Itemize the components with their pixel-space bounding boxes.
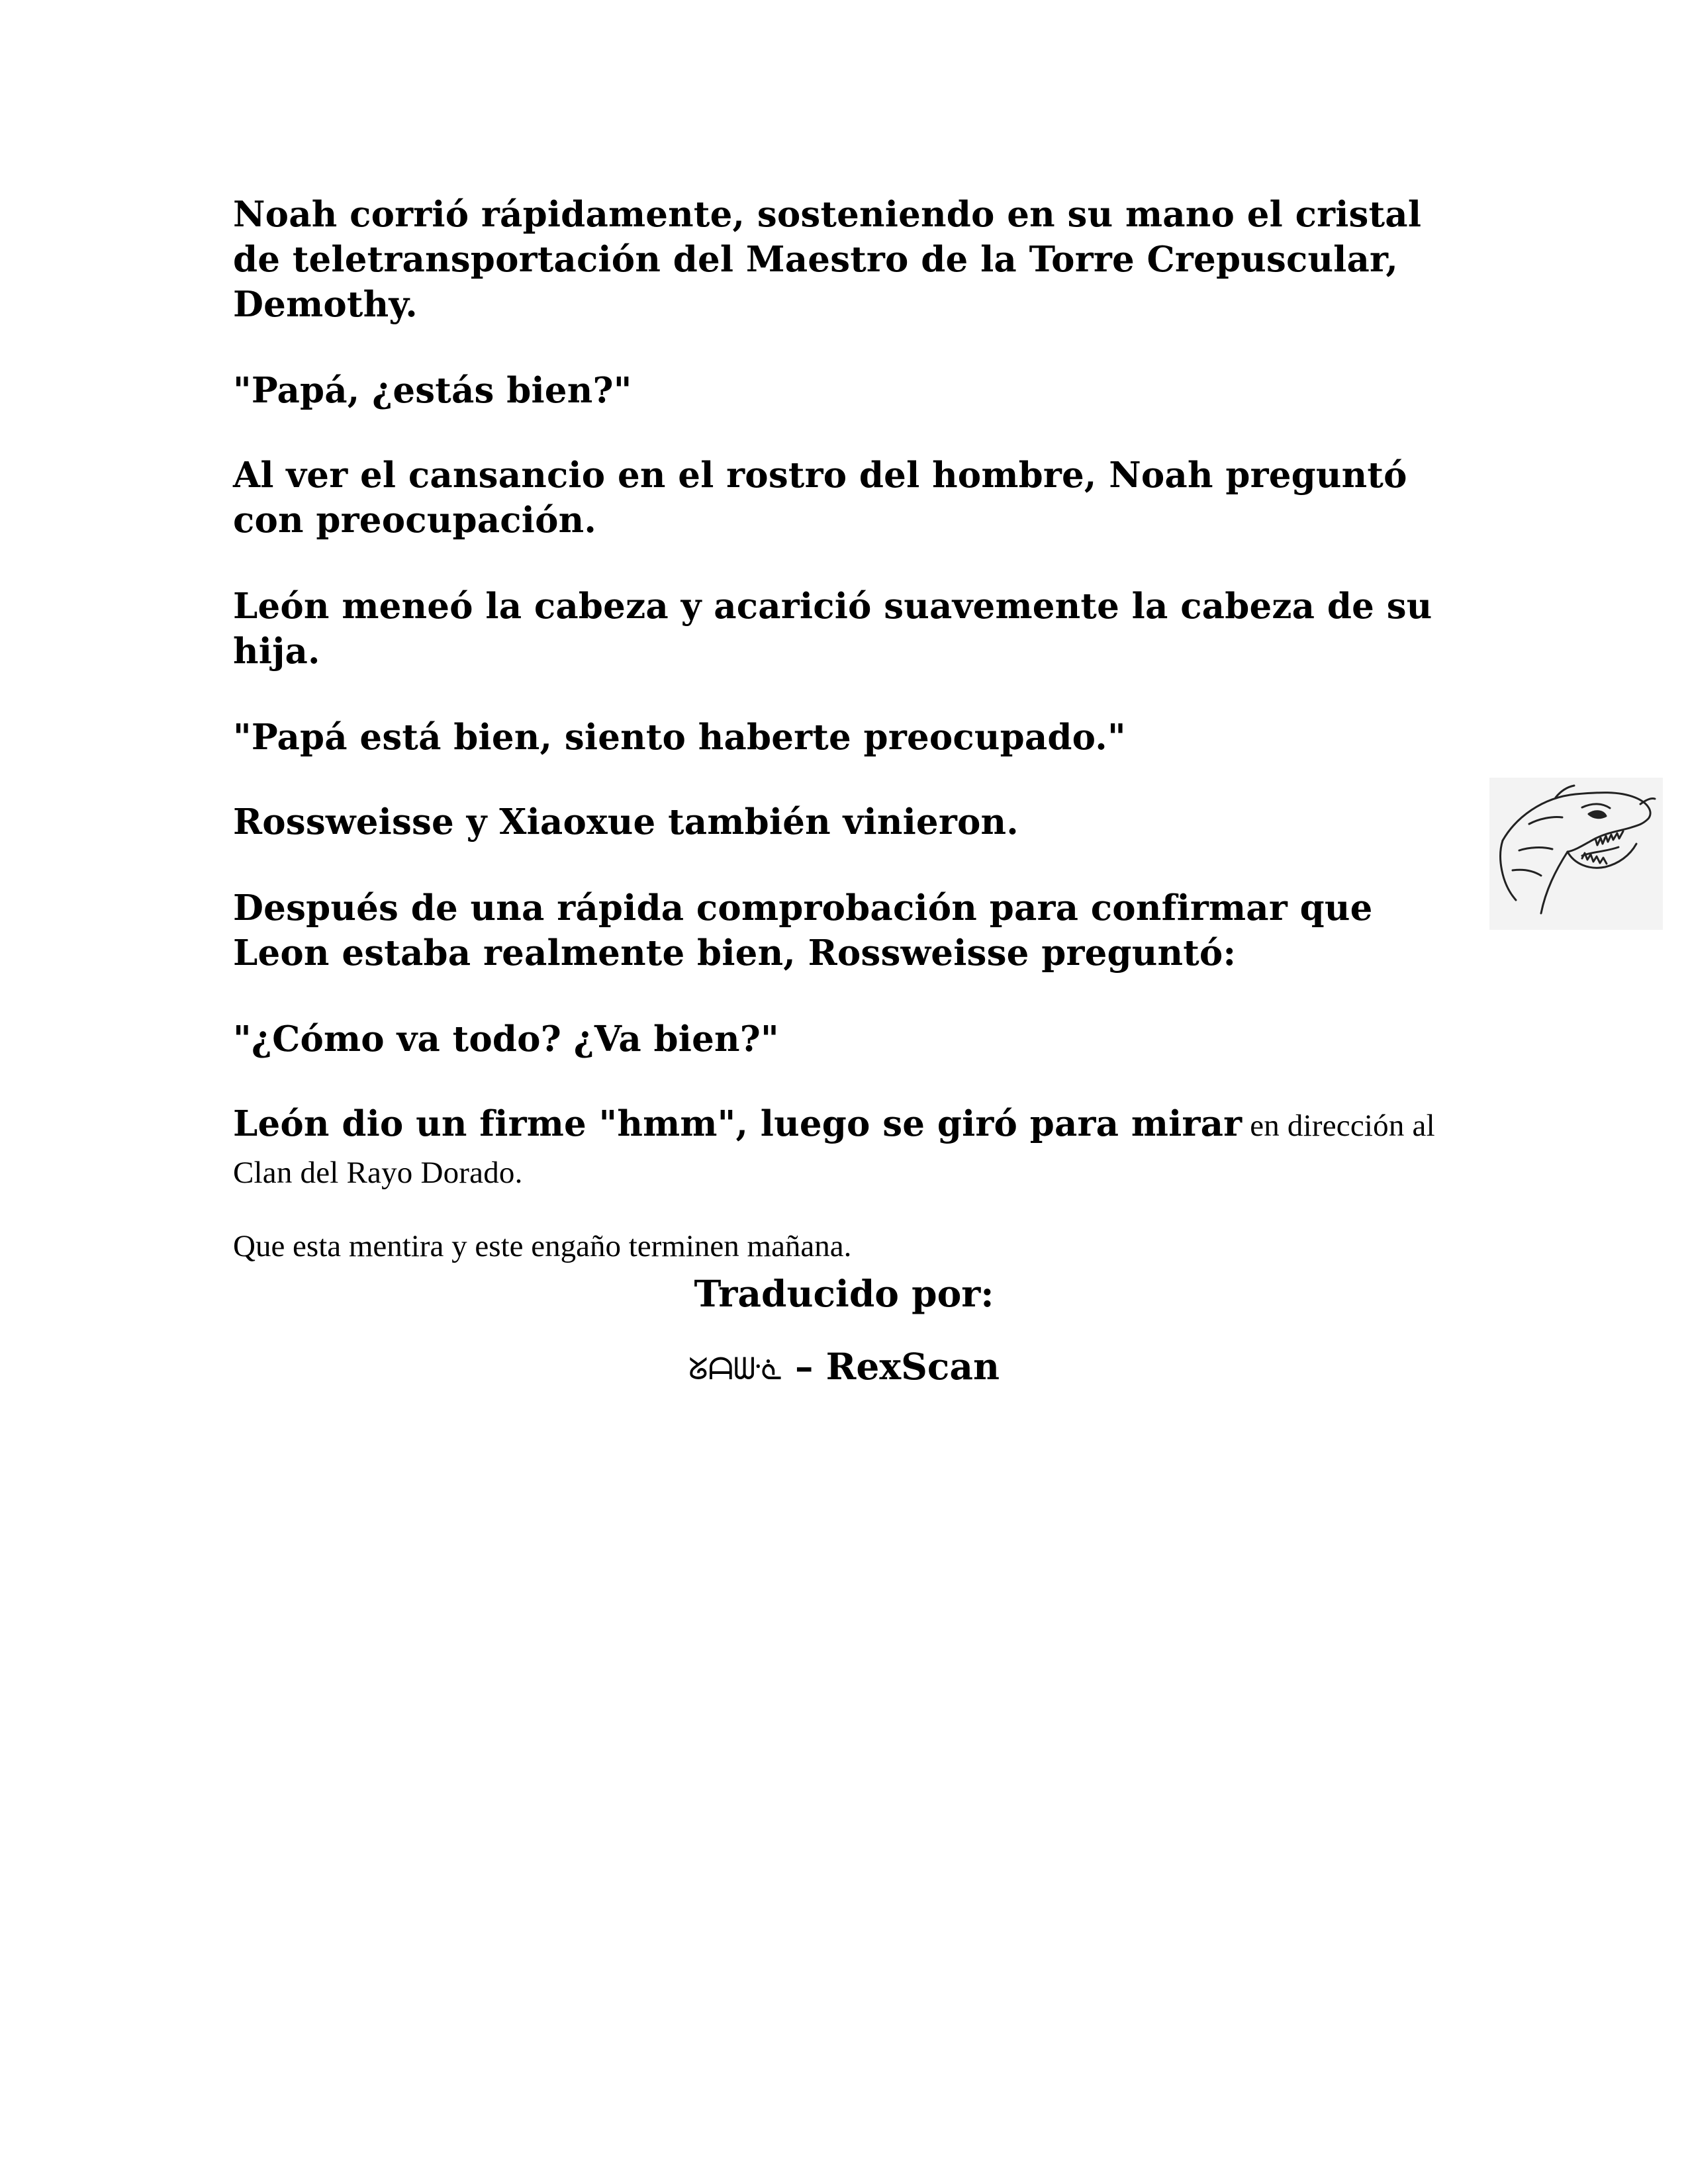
paragraph-2: "Papá, ¿estás bien?" [233,370,632,411]
paragraph-3: Al ver el cansancio en el rostro del hombre, Noah preguntó con preocupación. [233,455,1407,541]
group-name: RexScan [825,1345,1000,1388]
closing-line: Que esta mentira y este engaño terminen mañana. [233,1229,852,1263]
story-text [233,192,1464,1309]
paragraph-9 [233,1101,1464,1195]
credits-separator: – [782,1345,826,1388]
paragraph-7: Después de una rápida comprobación para confirmar que Leon estaba realmente bien, Rossweisse preguntó: [233,887,1373,974]
paragraph-9-bold: León dio un firme "hmm", luego se giró para mirar [233,1103,1243,1144]
translator-symbol: ᘜᗩᗯᓍ [688,1351,782,1387]
paragraph-8: "¿Cómo va todo? ¿Va bien?" [233,1019,779,1060]
paragraph-1: Noah corrió rápidamente, sosteniendo en su mano el cristal de teletransportación del Maestro de la Torre Crepuscular, Demothy. [233,194,1422,325]
paragraph-6: Rossweisse y Xiaoxue también vinieron. [233,801,1019,842]
credits-title: Traducido por: [694,1272,994,1315]
paragraph-5: "Papá está bien, siento haberte preocupado." [233,717,1126,758]
credits-line [0,1343,1688,1392]
paragraph-9-plain: en dirección al Clan del Rayo Dorado. [233,1109,1435,1190]
paragraph-4: León meneó la cabeza y acarició suavemente la cabeza de su hija. [233,586,1432,672]
dinosaur-head-icon [1489,778,1663,930]
